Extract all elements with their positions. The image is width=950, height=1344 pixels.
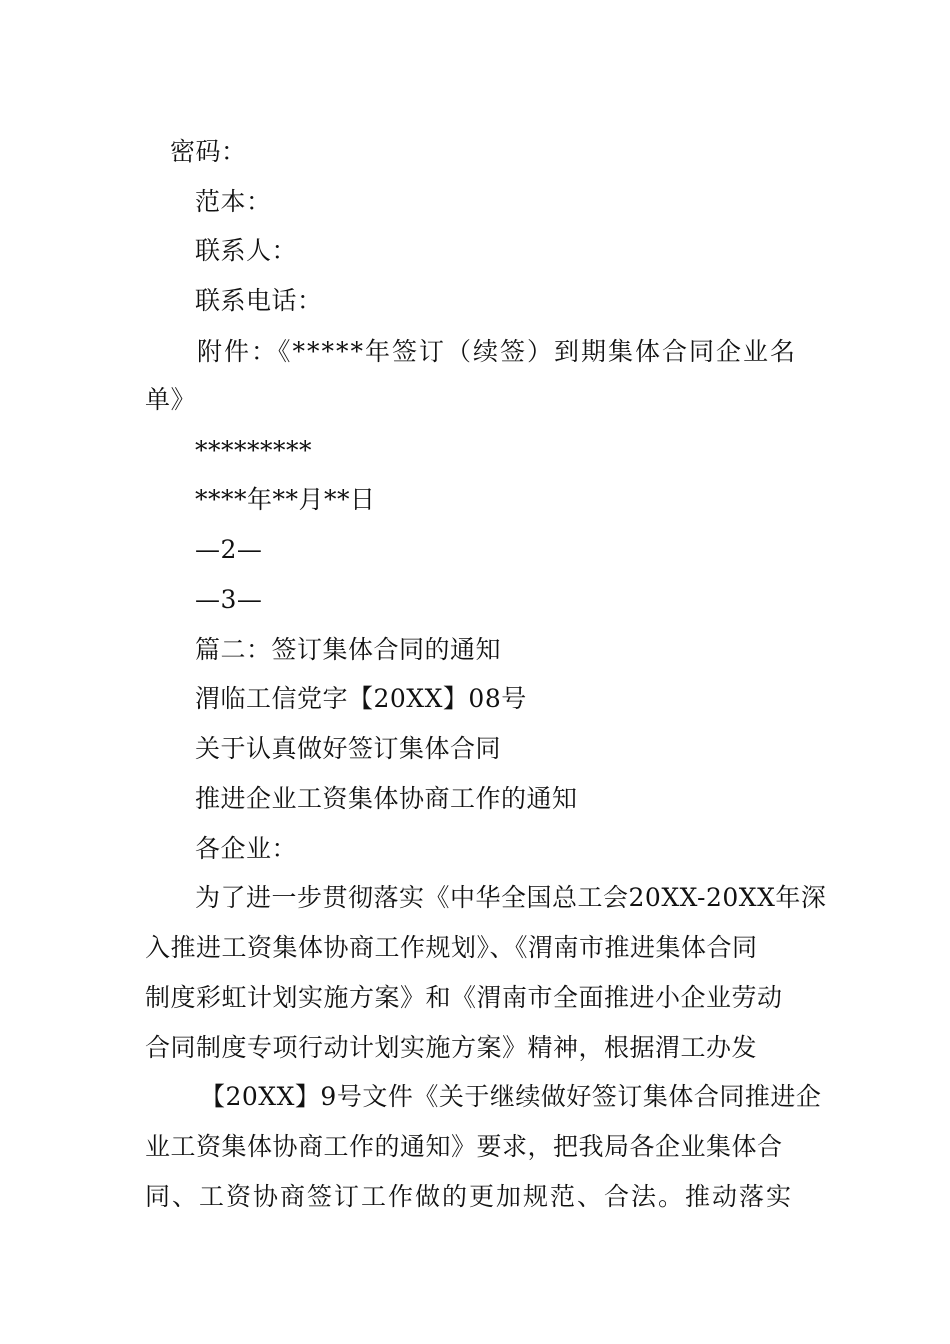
page-number-3: —3—	[195, 585, 263, 614]
contact-person-line: 联系人：	[195, 236, 298, 265]
notice-title-line-2: 推进企业工资集体协商工作的通知	[195, 784, 578, 813]
password-line: 密码：	[170, 137, 247, 166]
page-number-2: —2—	[195, 535, 263, 564]
notice-title-line-1: 关于认真做好签订集体合同	[195, 734, 502, 763]
body-paragraph-line-6: 业工资集体协商工作的通知》要求，把我局各企业集体合	[145, 1132, 783, 1161]
section-title: 篇二：签订集体合同的通知	[195, 635, 502, 664]
body-paragraph-line-4: 合同制度专项行动计划实施方案》精神，根据渭工办发	[145, 1033, 758, 1062]
issuer-line: *********	[195, 436, 312, 465]
attachment-line: 附件：《*****年签订（续签）到期集体合同企业名	[197, 337, 798, 366]
body-paragraph-line-3: 制度彩虹计划实施方案》和《渭南市全面推进小企业劳动	[145, 983, 783, 1012]
document-number: 渭临工信党字【20XX】08号	[195, 684, 527, 713]
template-line: 范本：	[195, 187, 272, 216]
salutation: 各企业：	[195, 834, 298, 863]
body-paragraph-line-2: 入推进工资集体协商工作规划》、《渭南市推进集体合同	[145, 933, 758, 962]
attachment-line-continued: 单》	[145, 385, 197, 414]
contact-phone-line: 联系电话：	[195, 286, 323, 315]
body-paragraph-line-5: 【20XX】9号文件《关于继续做好签订集体合同推进企	[200, 1082, 822, 1111]
body-paragraph-line-1: 为了进一步贯彻落实《中华全国总工会20XX-20XX年深	[195, 883, 827, 912]
body-paragraph-line-7: 同、工资协商签订工作做的更加规范、合法。推动落实	[145, 1182, 794, 1211]
date-line: ****年**月**日	[195, 485, 376, 514]
